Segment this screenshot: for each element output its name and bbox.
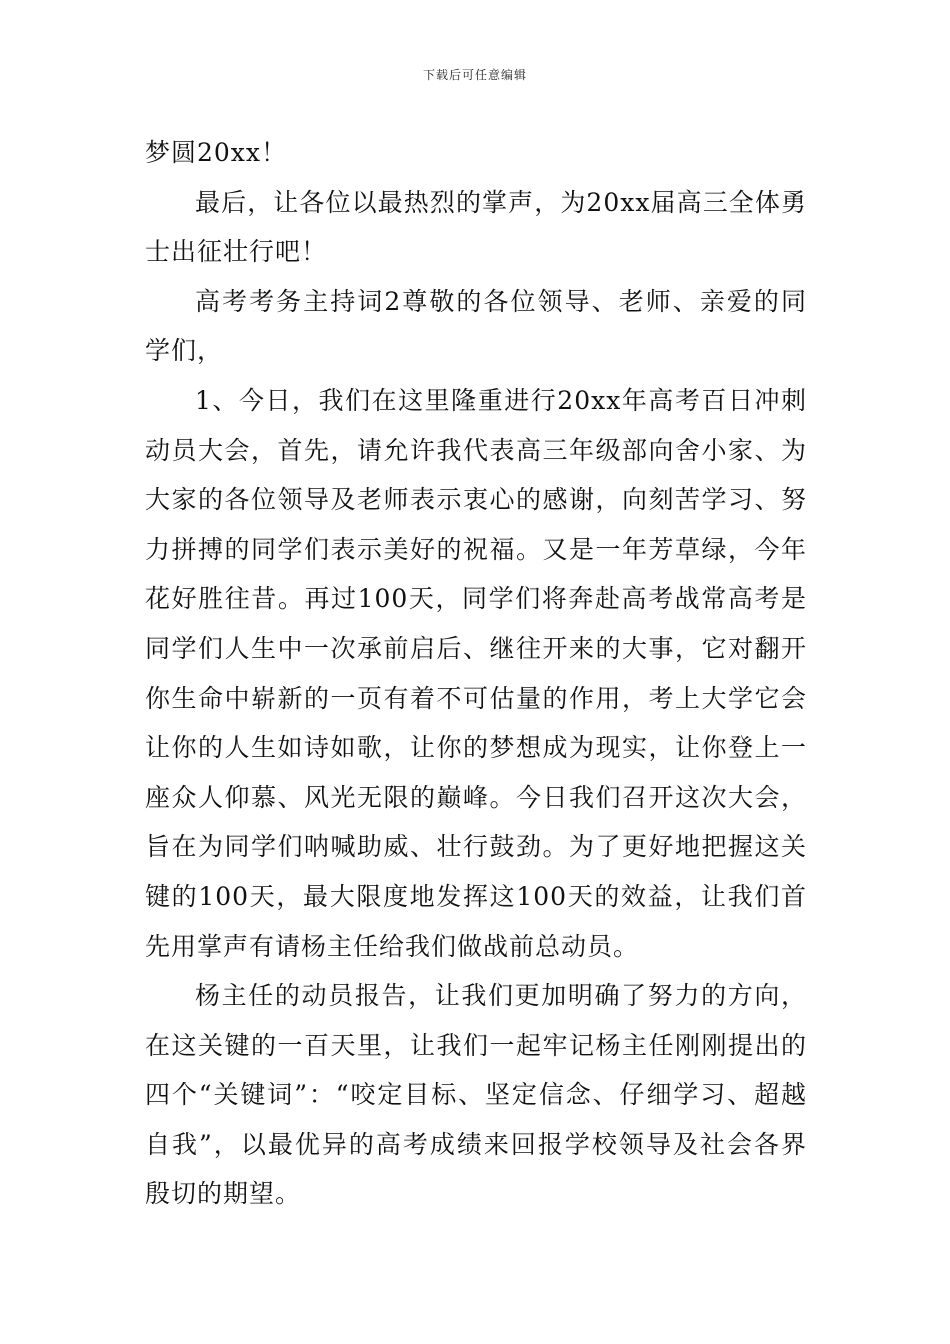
paragraph-host-greeting: 高考考务主持词2尊敬的各位领导、老师、亲爱的同学们， <box>145 286 807 366</box>
paragraph-applause-call: 最后，让各位以最热烈的掌声，为20xx届高三全体勇士出征壮行吧！ <box>145 187 807 267</box>
document-body <box>145 128 807 1219</box>
paragraph-opening-speech: 1、今日，我们在这里隆重进行20xx年高考百日冲刺动员大会，首先，请允许我代表高三年级部向舍小家、为大家的各位领导及老师表示衷心的感谢，向刻苦学习、努力拼搏的同学们表示美好的祝福。又是一年芳草绿，今年花好胜往昔。再过100天，同学们将奔赴高考战常高考是同学们人生中一次承前启后、继往开来的大事，它对翻开你生命中崭新的一页有着不可估量的作用，考上大学它会让你的人生如诗如歌，让你的梦想成为现实，让你登上一座众人仰慕、风光无限的巅峰。今日我们召开这次大会，旨在为同学们呐喊助威、壮行鼓劲。为了更好地把握这关键的100天，最大限度地发挥这100天的效益，让我们首先用掌声有请杨主任给我们做战前总动员。 <box>145 385 807 961</box>
page-header-note: 下载后可任意编辑 <box>422 68 527 82</box>
paragraph-keywords: 杨主任的动员报告，让我们更加明确了努力的方向，在这关键的一百天里，让我们一起牢记杨主任刚刚提出的四个“关键词”：“咬定目标、坚定信念、仔细学习、超越自我”，以最优异的高考成绩来回报学校领导及社会各界殷切的期望。 <box>145 981 807 1209</box>
paragraph-closing-line: 梦圆20xx！ <box>145 138 288 167</box>
